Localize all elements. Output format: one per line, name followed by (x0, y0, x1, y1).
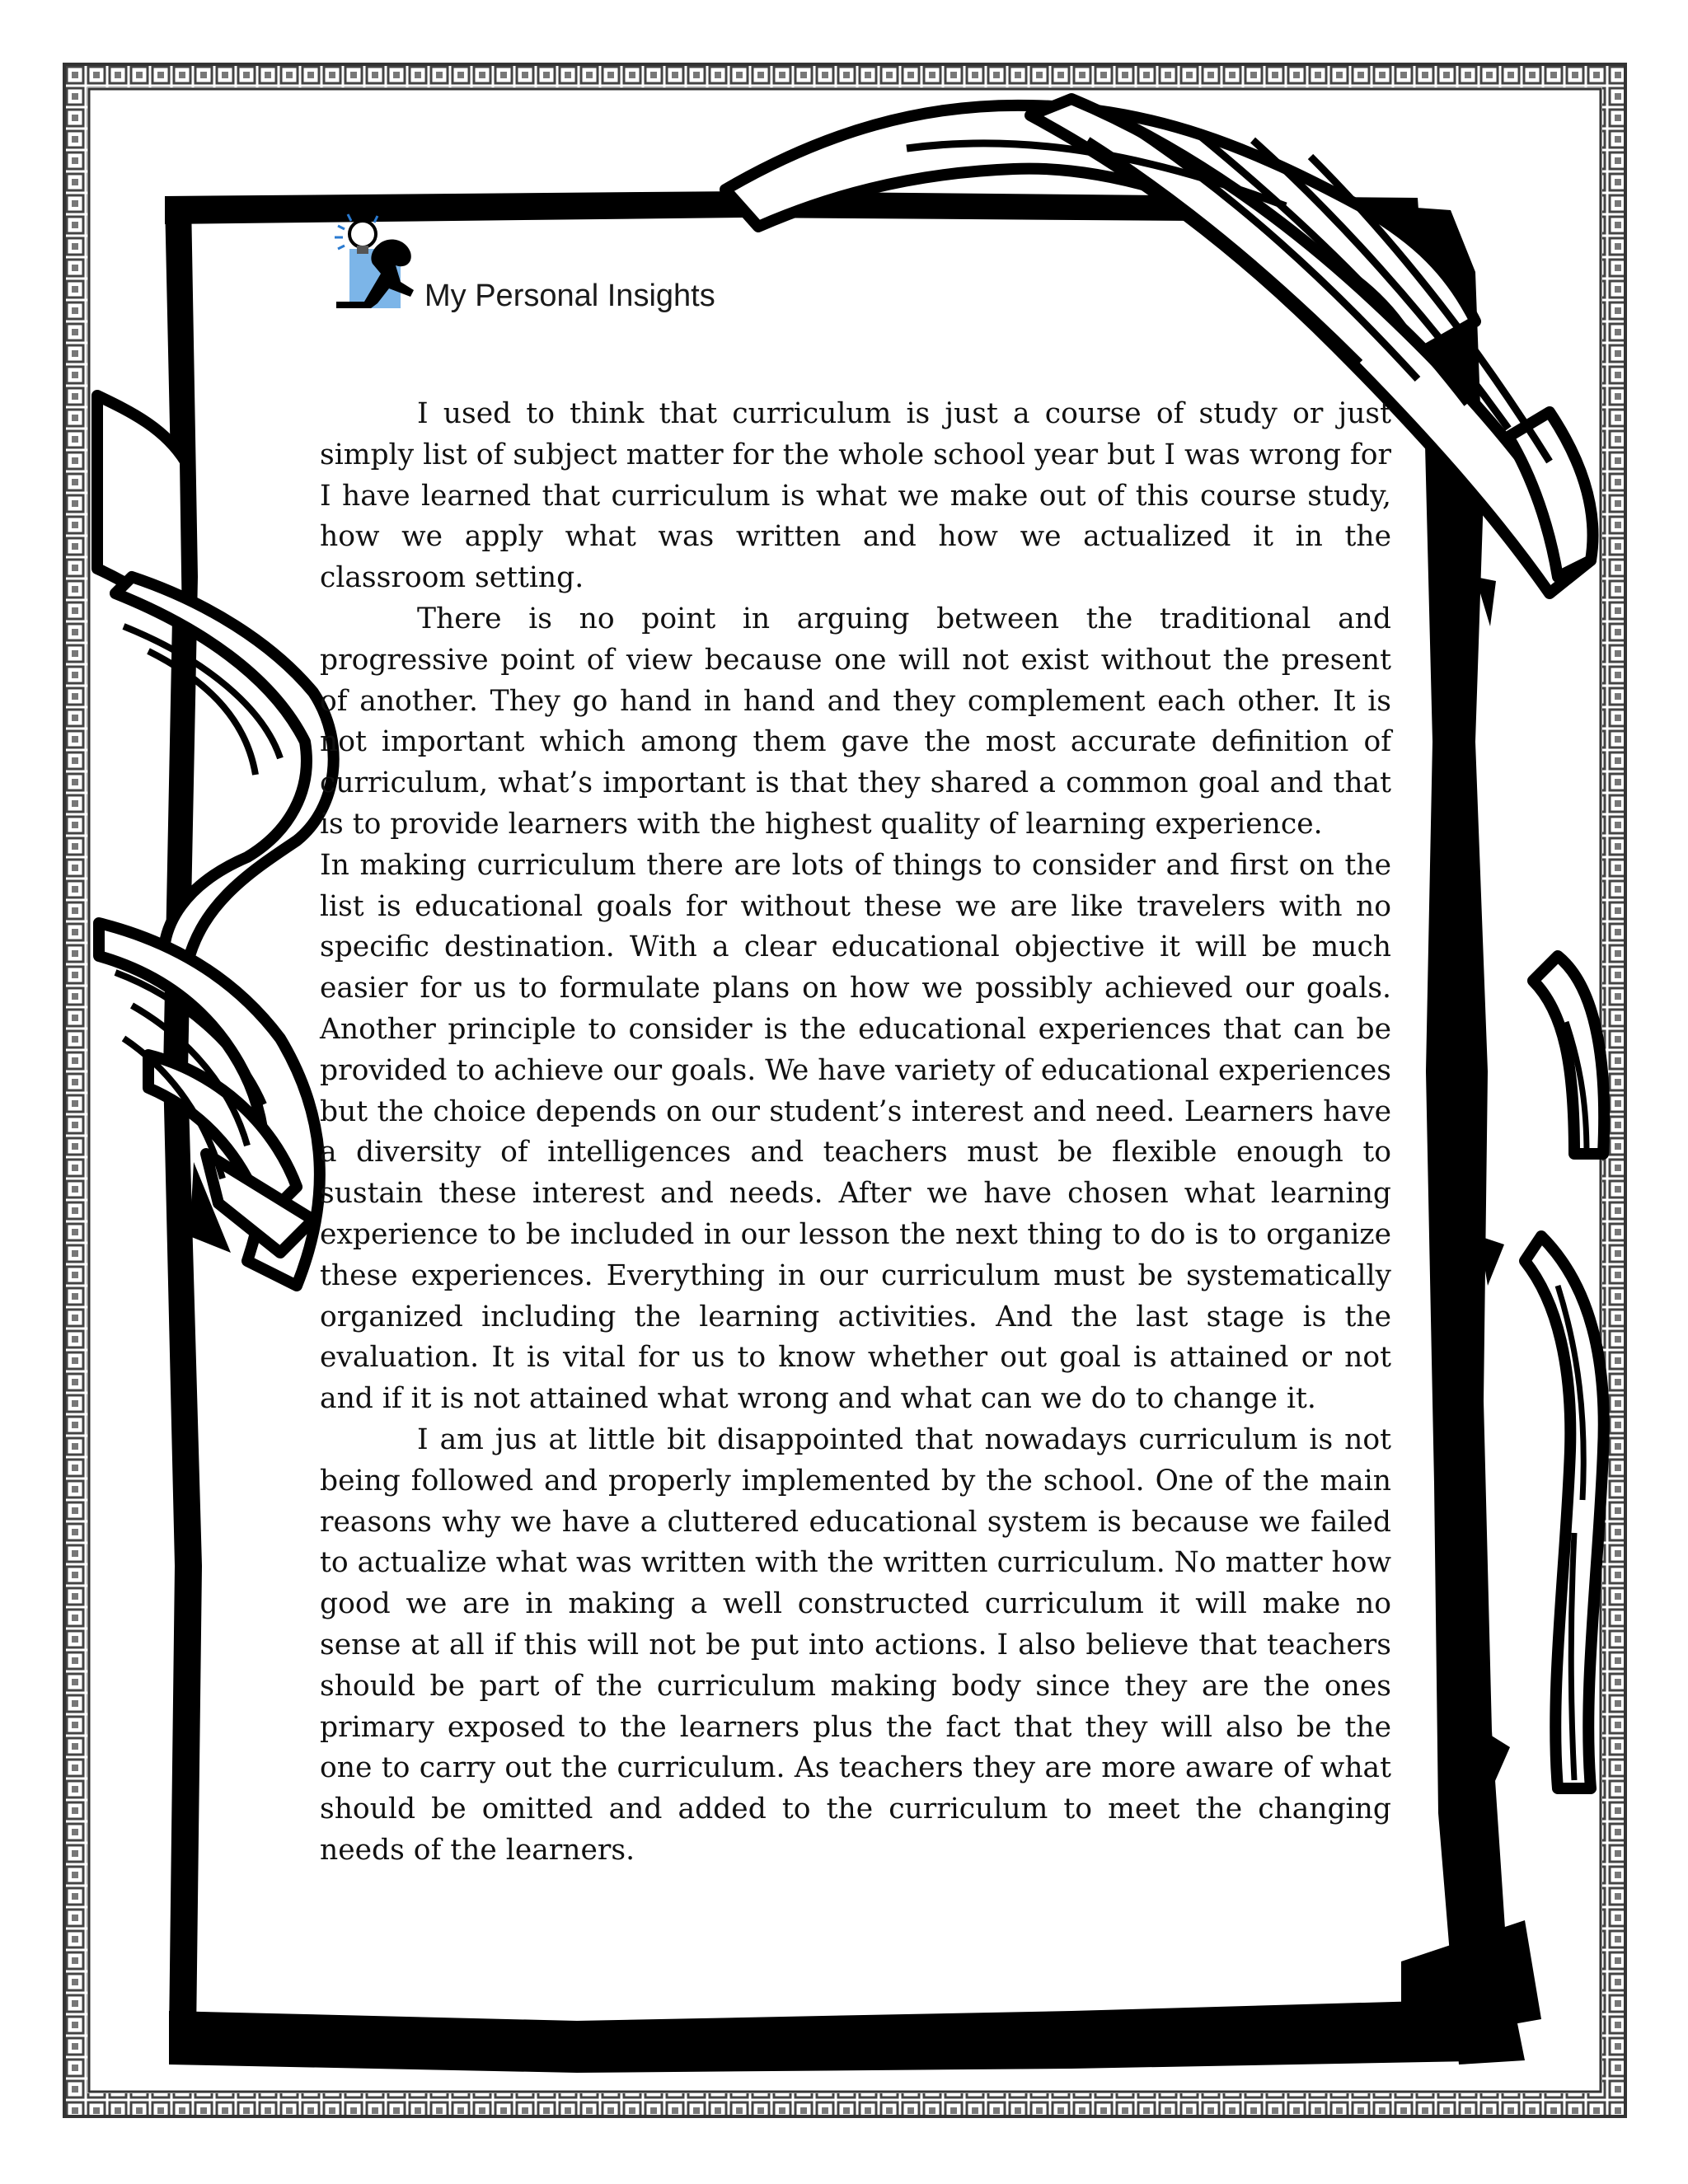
essay-body (320, 394, 1391, 1872)
ribbon-right (1525, 956, 1604, 1788)
paragraph-1: I used to think that curriculum is just a course of study or just simply list of subject matter for the whole school year but I was wrong for I have learned that curriculum is what we make out of this course study, how we apply what was written and how we actualized it in the classroom setting. (320, 397, 1391, 595)
lightbulb-thinker-icon (331, 211, 418, 313)
paragraph-4: I am jus at little bit disappointed that nowadays curriculum is not being followed and properly implemented by the school. One of the main reasons why we have a cluttered educational system is because we failed to actualize what was written with the written curriculum. No matter how good we are in making a well constructed curriculum it will make no sense at all if this will not be put into actions. I also believe that teachers should be part of the curriculum making body since they are the ones primary exposed to the learners plus the fact that they will also be the one to carry out the curriculum. As teachers they are more aware of what should be omitted and added to the curriculum to meet the changing needs of the learners. (320, 1422, 1391, 1867)
paragraph-3: In making curriculum there are lots of things to consider and first on the list is educational goals for without these we are like travelers with no specific destination. With a clear educational objective it will be much easier for us to formulate plans on how we possibly achieved our goals. Another principle to consider is the educational experiences that can be provided to achieve our goals. We have variety of educational experiences but the choice depends on our student’s interest and need. Learners have a diversity of intelligences and teachers must be flexible enough to sustain these interest and needs. After we have chosen what learning experience to be included in our lesson the next thing to do is to organize these experiences. Everything in our curriculum must be systematically organized including the learning activities. And the last stage is the evaluation. It is vital for us to know whether out goal is attained or not and if it is not attained what wrong and what can we do to change it. (320, 848, 1391, 1416)
page-title: My Personal Insights (424, 279, 715, 313)
paragraph-2: There is no point in arguing between the traditional and progressive point of view because one will not exist without the present of another. They go hand in hand and they complement each other. It is not important which among them gave the most accurate definition of curriculum, what’s important is that they shared a common goal and that is to provide learners with the highest quality of learning experience. (320, 602, 1391, 841)
